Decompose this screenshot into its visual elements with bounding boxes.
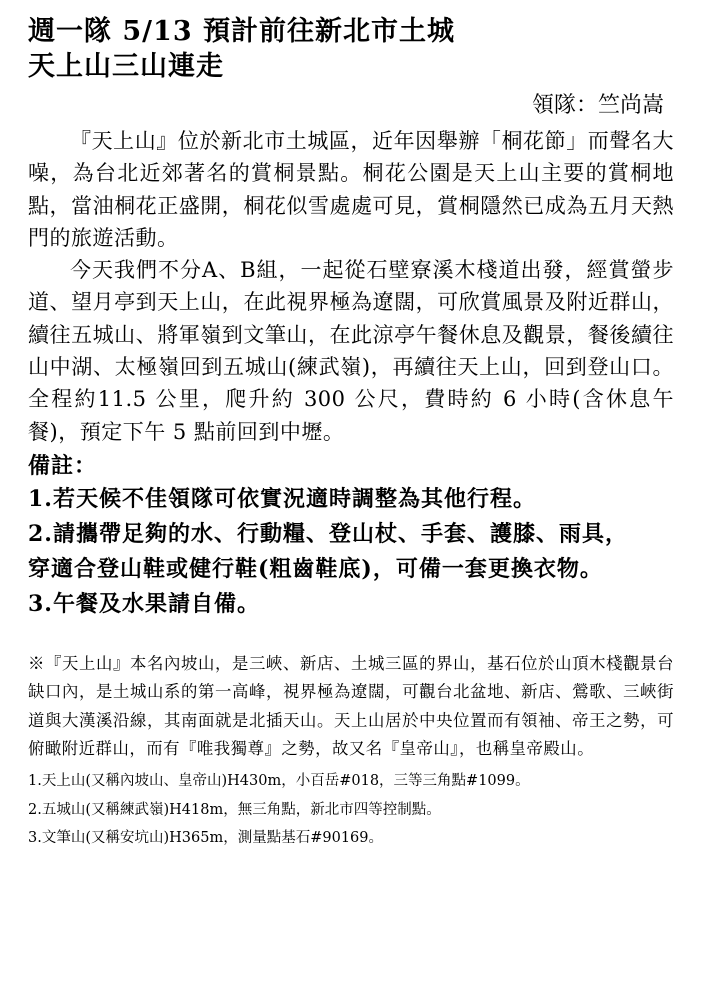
note-item (28, 587, 674, 622)
notes-heading: 備註： (28, 452, 98, 479)
note-item (28, 517, 674, 587)
itinerary-paragraph: 今天我們不分A、B組，一起從石壁寮溪木棧道出發，經賞螢步道、望月亭到天上山，在此視界極為遼闊，可欣賞風景及附近群山，續往五城山、將軍嶺到文筆山，在此涼亭午餐休息及觀景，餐後續往山中湖、太極嶺回到五城山(練武嶺)，再續往天上山，回到登山口。全程約11.5 公里，爬升約 300 公尺，費時約 6 小時(含休息午餐)，預定下午 5 點前回到中壢。 (28, 258, 674, 444)
reference-item: 1.天上山(又稱內坡山、皇帝山)H430m，小百岳#018，三等三角點#1099。 (28, 773, 530, 790)
note-item-line: 3.午餐及水果請自備。 (28, 590, 260, 617)
team-leader: 領隊：竺尚嵩 (531, 93, 664, 118)
reference-item: 3.文筆山(又稱安坑山)H365m，測量點基石#90169。 (28, 830, 383, 847)
reference-item: 2.五城山(又稱練武嶺)H418m，無三角點，新北市四等控制點。 (28, 801, 441, 818)
note-item-line: 2.請攜帶足夠的水、行動糧、登山杖、手套、護膝、雨具， (28, 520, 628, 547)
note-item-line: 1.若天候不佳領隊可依實況適時調整為其他行程。 (28, 485, 536, 512)
intro-paragraph: 『天上山』位於新北市土城區，近年因舉辦「桐花節」而聲名大噪，為台北近郊著名的賞桐景點。桐花公園是天上山主要的賞桐地點，當油桐花正盛開，桐花似雪處處可見，賞桐隱然已成為五月天熱門的旅遊活動。 (28, 129, 674, 250)
reference-list (28, 767, 674, 853)
document-title (28, 0, 674, 84)
notes-list (28, 482, 674, 622)
note-item-line: 穿適合登山鞋或健行鞋(粗齒鞋底)，可備一套更換衣物。 (28, 555, 603, 582)
title-line-2: 天上山三山連走 (28, 51, 224, 82)
note-item (28, 482, 674, 517)
title-line-1: 週一隊 5/13 預計前往新北市土城 (28, 16, 456, 47)
remark-paragraph: ※『天上山』本名內坡山，是三峽、新店、土城三區的界山，基石位於山頂木棧觀景台缺口內，是土城山系的第一高峰，視界極為遼闊，可觀台北盆地、新店、鶯歌、三峽街道與大漢溪沿線，其南面就是北插天山。天上山居於中央位置而有領袖、帝王之勢，可俯瞰附近群山，而有『唯我獨尊』之勢，故又名『皇帝山』，也稱皇帝殿山。 (28, 653, 674, 758)
